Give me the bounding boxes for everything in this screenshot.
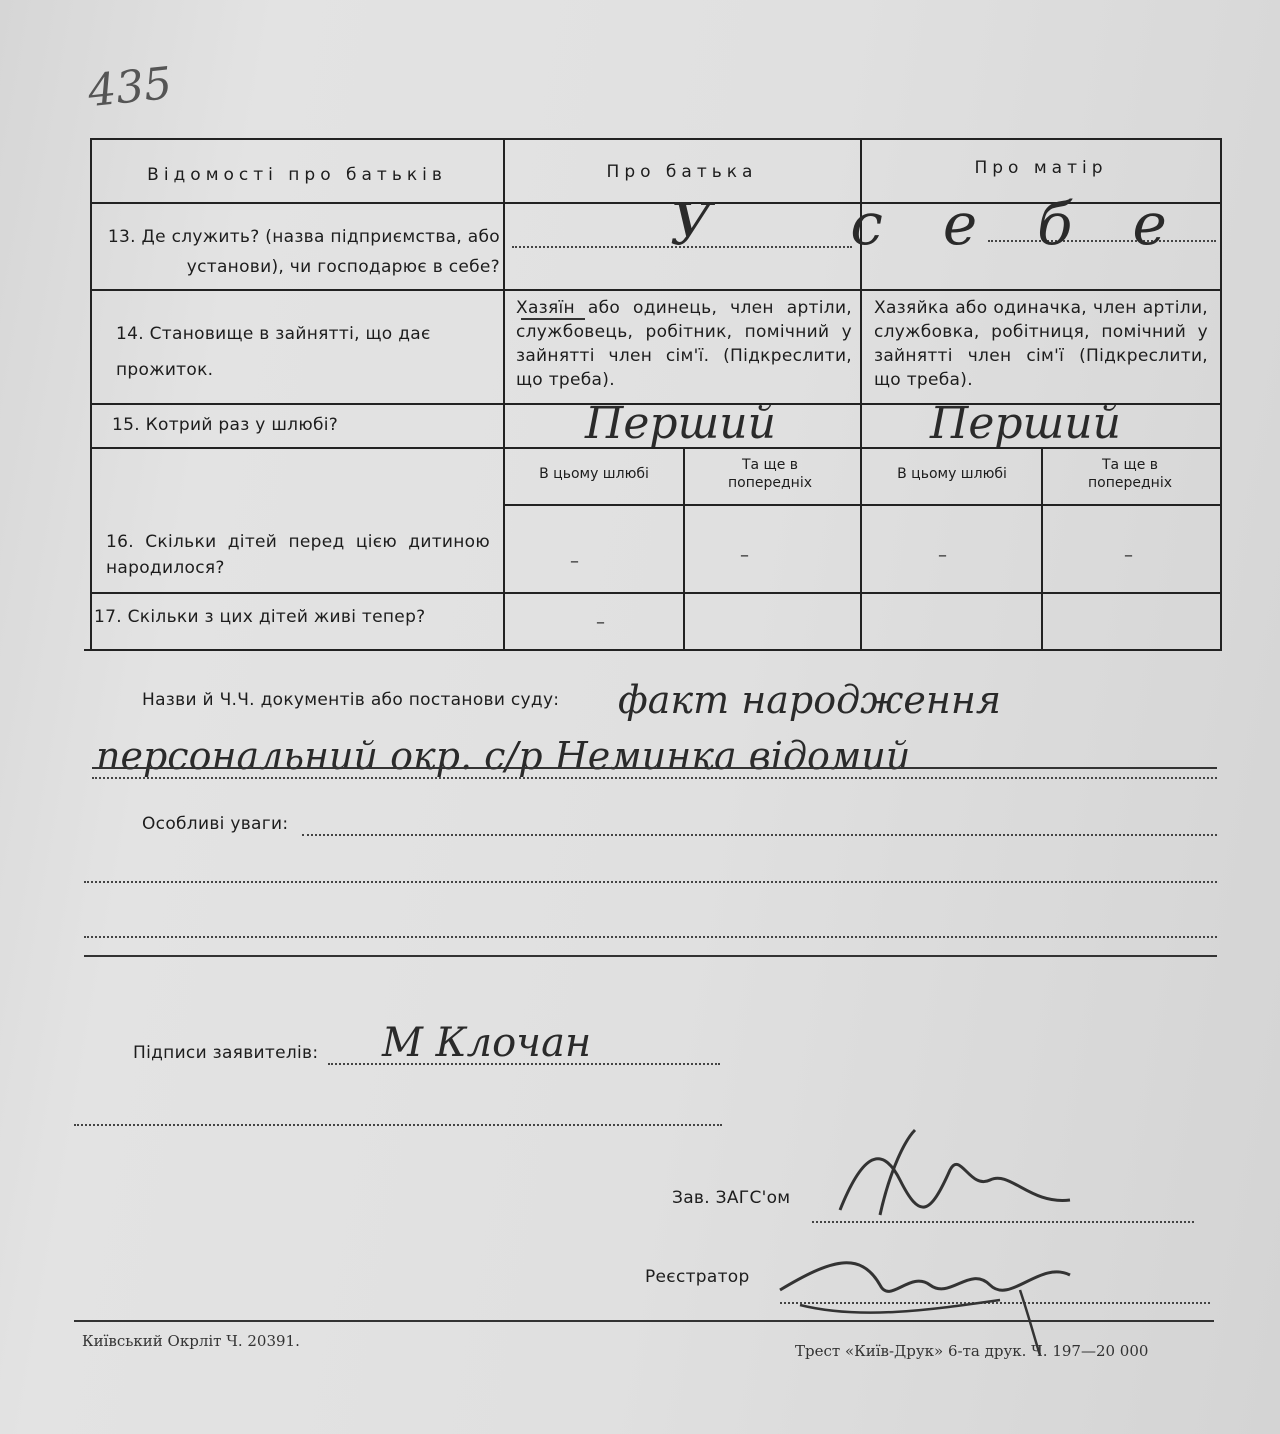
q13-label: 13. Де служить? (назва підприємства, або установи), чи господарює в себе? [107, 227, 500, 277]
q16-mother-in-marriage: В цьому шлюбі [897, 466, 1007, 482]
q13-answer: У себе [670, 190, 1227, 258]
q16-value: – [570, 551, 579, 572]
documents-label: Назви й Ч.Ч. документів або постанови суду: [142, 690, 560, 710]
head-zags-label: Зав. ЗАГС'ом [672, 1188, 791, 1208]
header-parents-info: Відомості про батьків [147, 165, 447, 185]
special-notes-line [84, 936, 1217, 938]
q15-mother-answer: Перший [930, 398, 1121, 449]
q15-father-answer: Перший [585, 398, 776, 449]
footer-printer-right: Трест «Київ-Друк» 6-та друк. Ч. 197—20 000 [795, 1342, 1149, 1360]
q14-father-options: Хазяїн або одинець, член артіли, службовець, робітник, помічний у зайнятті член сім'ї. (Підкреслити, що треба). [516, 298, 852, 390]
q17-value: – [596, 612, 605, 633]
special-notes-label: Особливі уваги: [142, 814, 289, 834]
q14-mother-options: Хазяйка або одиначка, член артіли, службовка, робітниця, помічний у зайнятті член сім'ї (Підкреслити, що треба). [874, 298, 1208, 390]
applicant-signature: М Клочан [382, 1020, 592, 1066]
q16-value: – [938, 545, 947, 566]
q16-mother-previous: Та ще в попередніх [1088, 457, 1172, 491]
head-zags-signature [820, 1120, 1090, 1230]
header-father: Про батька [606, 162, 758, 182]
q16-father-in-marriage: В цьому шлюбі [539, 466, 649, 482]
registrar-signature [770, 1230, 1090, 1360]
footer-printer-left: Київський Окрліт Ч. 20391. [82, 1332, 300, 1350]
q15-label: 15. Котрий раз у шлюбі? [112, 415, 339, 435]
special-notes-line [302, 834, 1217, 836]
header-mother: Про матір [974, 158, 1108, 178]
q16-value: – [740, 545, 749, 566]
q16-value: – [1124, 545, 1133, 566]
signatures-label: Підписи заявителів: [133, 1043, 319, 1063]
documents-value: факт народження персональний окр. с/р Неминка відомий [96, 678, 1002, 778]
q14-label: 14. Становище в зайнятті, що дає прожиток. [116, 324, 431, 380]
special-notes-line [84, 881, 1217, 883]
page-number: 435 [85, 57, 175, 118]
registrar-label: Реєстратор [645, 1267, 750, 1287]
q16-father-previous: Та ще в попередніх [728, 457, 812, 491]
signatures-line [74, 1124, 722, 1126]
q16-label: 16. Скільки дітей перед цією дитиною народилося? [106, 532, 490, 578]
q17-label: 17. Скільки з цих дітей живі тепер? [94, 607, 426, 627]
